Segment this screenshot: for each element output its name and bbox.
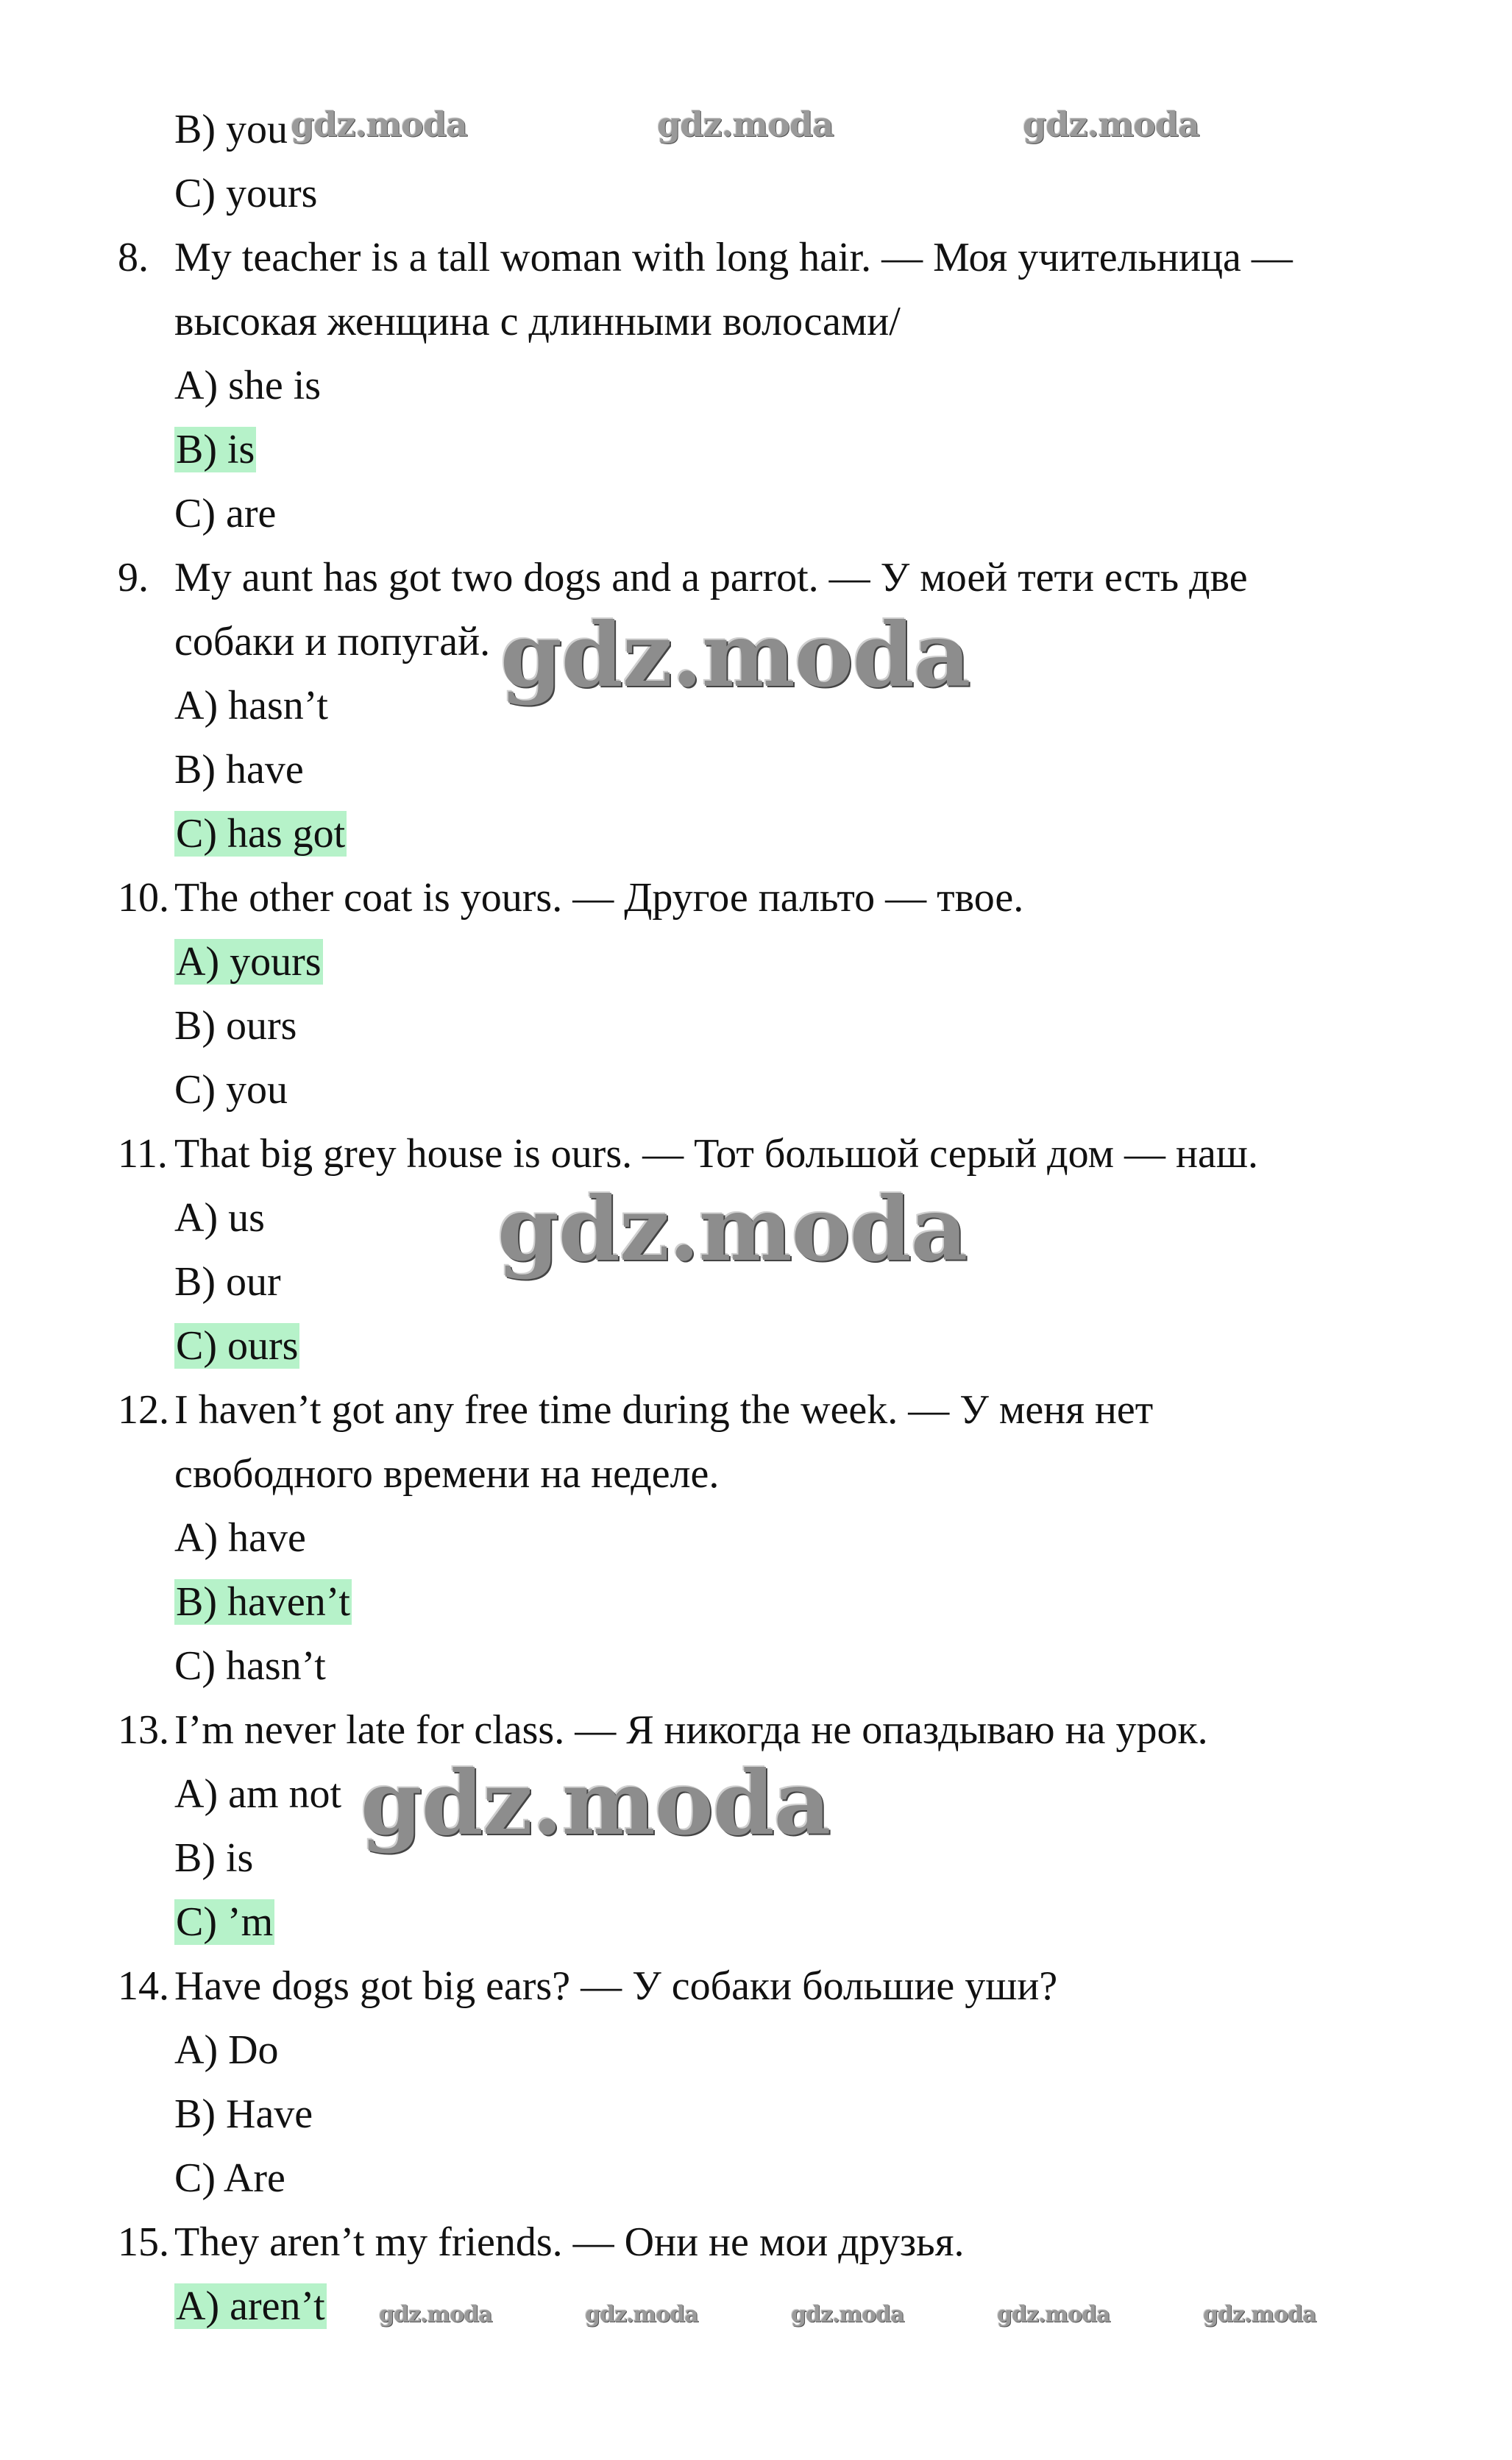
watermark: gdz.moda [379, 2302, 492, 2328]
question-number: 9. [118, 555, 149, 600]
answer-highlight: A) aren’t [176, 2283, 325, 2329]
question-text: My aunt has got two dogs and a parrot. — У моей тети есть две [174, 555, 1248, 600]
answer-highlight: B) haven’t [176, 1579, 350, 1625]
question-number: 11. [118, 1131, 168, 1177]
option: A) am not [174, 1771, 342, 1817]
question-text: My teacher is a tall woman with long hair. — Моя учительница — [174, 235, 1293, 280]
question-text: I’m never late for class. — Я никогда не опаздываю на урок. [174, 1707, 1208, 1753]
option: A) hasn’t [174, 683, 328, 729]
question-number: 12. [118, 1387, 169, 1433]
option: C) yours [174, 171, 318, 216]
option: C) are [174, 491, 277, 536]
watermark: gdz.moda [657, 104, 834, 144]
option: B) Have [174, 2091, 313, 2137]
option: A) Do [174, 2027, 279, 2073]
option: A) have [174, 1515, 306, 1561]
watermark: gdz.moda [791, 2302, 904, 2328]
watermark: gdz.moda [1023, 104, 1199, 144]
option-correct [174, 1896, 274, 1949]
question-number: 15. [118, 2219, 169, 2265]
watermark: gdz.moda [291, 104, 467, 144]
option-correct [174, 1319, 299, 1372]
question-number: 10. [118, 875, 169, 921]
option: C) Are [174, 2155, 285, 2201]
option: B) you [174, 107, 288, 152]
watermark: gdz.moda [1203, 2302, 1316, 2328]
option: B) our [174, 1259, 281, 1305]
option: B) is [174, 1835, 254, 1881]
option-correct [174, 807, 347, 860]
watermark: gdz.moda [497, 1177, 968, 1281]
question-number: 14. [118, 1963, 169, 2009]
question-text: The other coat is yours. — Другое пальто — твое. [174, 875, 1024, 921]
question-text: собаки и попугай. [174, 619, 491, 664]
option-correct [174, 935, 323, 988]
answer-highlight: C) ours [176, 1323, 299, 1369]
option-correct [174, 2280, 327, 2333]
answer-highlight: C) ’m [176, 1899, 274, 1945]
question-text: Have dogs got big ears? — У собаки большие уши? [174, 1963, 1058, 2009]
question-number: 13. [118, 1707, 169, 1753]
question-text: свободного времени на неделе. [174, 1451, 720, 1497]
option: C) you [174, 1067, 288, 1113]
watermark: gdz.moda [585, 2302, 698, 2328]
question-text: I haven’t got any free time during the week. — У меня нет [174, 1387, 1154, 1433]
option: C) hasn’t [174, 1643, 326, 1689]
question-number: 8. [118, 235, 149, 280]
answer-highlight: B) is [176, 427, 255, 472]
watermark: gdz.moda [500, 603, 970, 707]
question-text: That big grey house is ours. — Тот большой серый дом — наш. [174, 1131, 1258, 1177]
option: B) ours [174, 1003, 297, 1049]
answer-highlight: C) has got [176, 811, 346, 857]
option: B) have [174, 747, 304, 793]
question-text: They aren’t my friends. — Они не мои друзья. [174, 2219, 965, 2265]
question-text: высокая женщина с длинными волосами/ [174, 299, 901, 344]
watermark: gdz.moda [997, 2302, 1110, 2328]
option-correct [174, 423, 256, 476]
option: A) she is [174, 363, 322, 408]
option-correct [174, 1575, 352, 1628]
watermark: gdz.moda [361, 1751, 831, 1855]
option: A) us [174, 1195, 265, 1241]
answer-highlight: A) yours [176, 939, 322, 985]
